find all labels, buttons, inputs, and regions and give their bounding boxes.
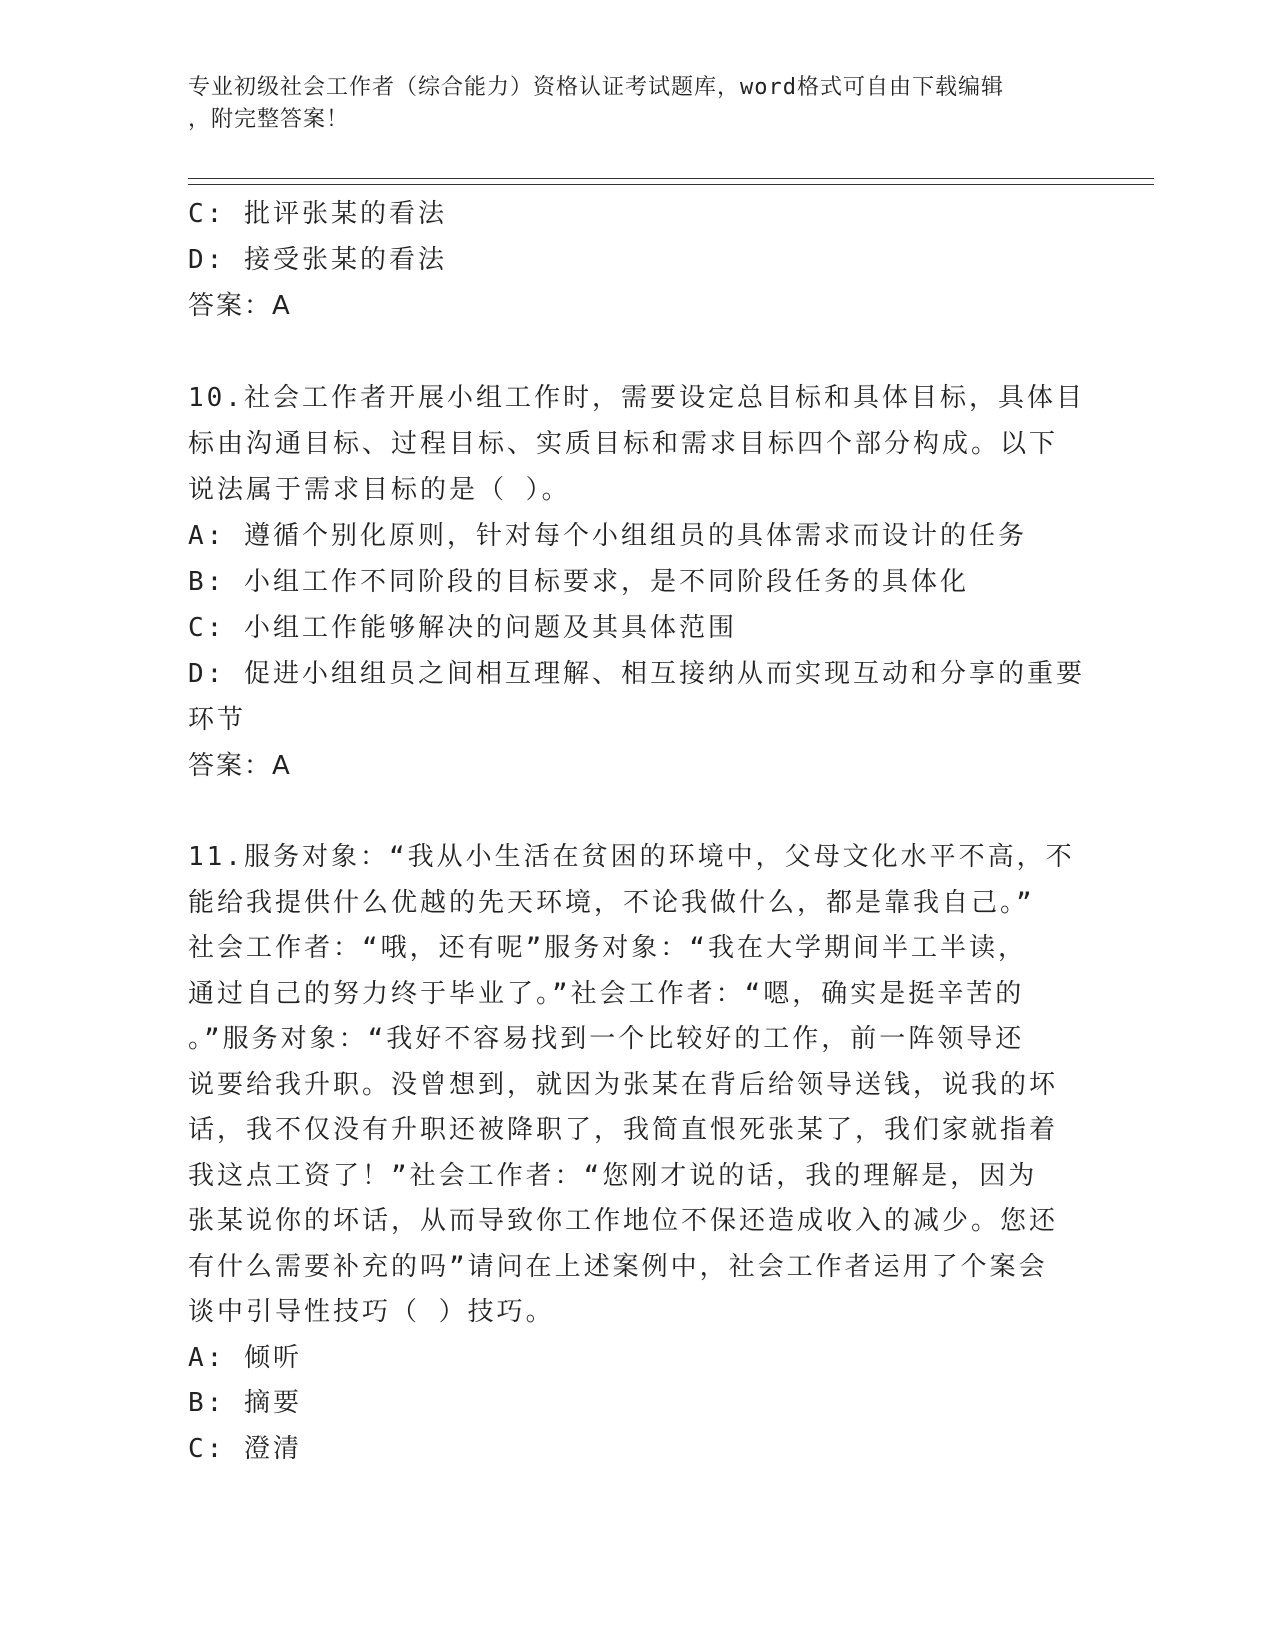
question-stem-line: 通过自己的努力终于毕业了。”社会工作者：“嗯，确实是挺辛苦的 [188,978,1025,1009]
question-10 [188,375,1085,789]
question-stem-line: 10.社会工作者开展小组工作时，需要设定总目标和具体目标，具体目 [188,383,1085,413]
question-stem-line: 有什么需要补充的吗”请问在上述案例中，社会工作者运用了个案会 [188,1251,1048,1282]
question-stem-line: 说要给我升职。没曾想到，就因为张某在背后给领导送钱，说我的坏 [188,1069,1059,1100]
option-c: C: 澄清 [188,1433,302,1464]
question-stem-line: 11.服务对象：“我从小生活在贫困的环境中，父母文化水平不高，不 [188,842,1075,872]
question-stem-line: 我这点工资了！”社会工作者：“您刚才说的话，我的理解是，因为 [188,1160,1038,1191]
option-a: A: 遵循个别化原则，针对每个小组组员的具体需求而设计的任务 [188,521,1027,551]
question-stem-line: 说法属于需求目标的是（ ）。 [188,475,571,505]
question-stem-line: 能给我提供什么优越的先天环境，不论我做什么，都是靠我自己。” [188,887,1035,918]
question-11 [188,835,1078,1472]
spacer [188,789,1078,835]
answer-line: 答案：A [188,751,292,781]
answer-line: 答案：A [188,291,292,321]
header-divider [188,178,1154,185]
option-c: C: 小组工作能够解决的问题及其具体范围 [188,613,737,643]
option-c: C: 批评张某的看法 [188,199,447,229]
question-stem-line: 话，我不仅没有升职还被降职了，我简直恨死张某了，我们家就指着 [188,1115,1059,1145]
question-stem-line: 社会工作者：“哦，还有呢”服务对象：“我在大学期间半工半读， [188,933,1027,963]
option-d: D: 促进小组组员之间相互理解、相互接纳从而实现互动和分享的重要 [188,659,1085,689]
option-d-continued: 环节 [188,705,247,735]
question-stem-line: 标由沟通目标、过程目标、实质目标和需求目标四个部分构成。以下 [188,429,1059,459]
header-line-1: 专业初级社会工作者（综合能力）资格认证考试题库，word格式可自由下载编辑 [188,75,1004,100]
previous-question-tail [188,191,1078,329]
option-b: B: 小组工作不同阶段的目标要求，是不同阶段任务的具体化 [188,567,969,597]
question-stem-line: 谈中引导性技巧（ ）技巧。 [188,1297,555,1327]
spacer [188,329,1078,375]
option-a: A: 倾听 [188,1342,302,1373]
header-line-2: ，附完整答案！ [188,107,350,132]
page-header [188,72,1068,136]
document-body [188,191,1085,1472]
question-stem-line: 。”服务对象：“我好不容易找到一个比较好的工作，前一阵领导还 [188,1024,1025,1054]
question-stem-line: 张某说你的坏话，从而导致你工作地位不保还造成收入的减少。您还 [188,1206,1059,1236]
option-d: D: 接受张某的看法 [188,245,447,275]
option-b: B: 摘要 [188,1388,302,1418]
